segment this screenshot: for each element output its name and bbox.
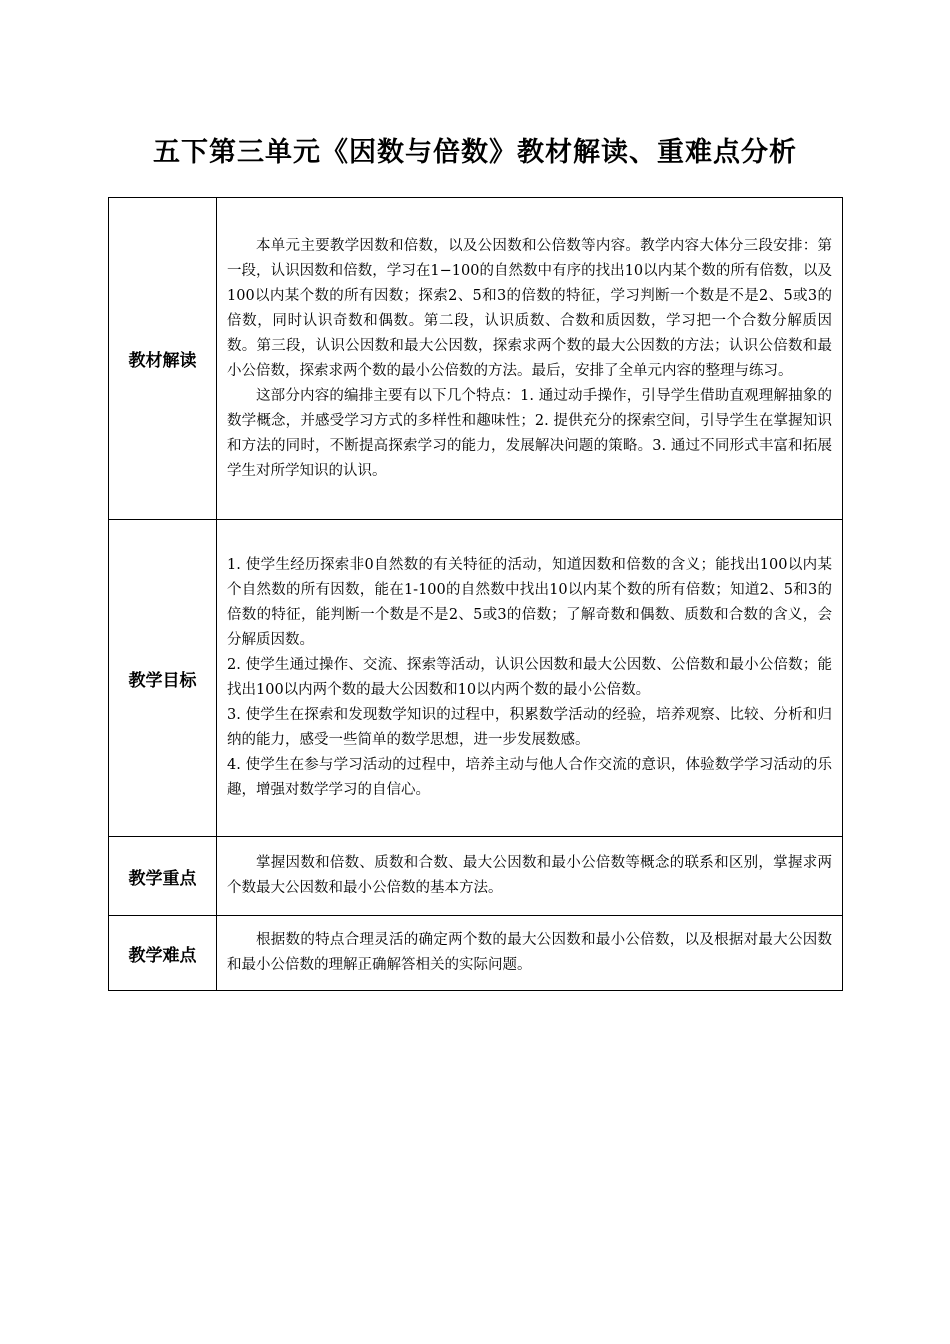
goal-item: 2. 使学生通过操作、交流、探索等活动，认识公因数和最大公因数、公倍数和最小公倍数；能找出100以内两个数的最大公因数和10以内两个数的最小公倍数。 — [227, 657, 832, 698]
row-content-difficulties — [217, 916, 843, 991]
table-row — [109, 520, 843, 837]
paragraph: 掌握因数和倍数、质数和合数、最大公因数和最小公倍数等概念的联系和区别，掌握求两个数最大公因数和最小公倍数的基本方法。 — [227, 855, 832, 896]
table-row — [109, 837, 843, 916]
paragraph: 根据数的特点合理灵活的确定两个数的最大公因数和最小公倍数，以及根据对最大公因数和最小公倍数的理解正确解答相关的实际问题。 — [227, 932, 832, 973]
row-content-textbook-interpretation — [217, 198, 843, 520]
row-content-teaching-goals — [217, 520, 843, 837]
goal-item: 1. 使学生经历探索非0自然数的有关特征的活动，知道因数和倍数的含义；能找出100以内某个自然数的所有因数，能在1-100的自然数中找出10以内某个数的所有倍数；知道2、5和3的倍数的特征，能判断一个数是不是2、5或3的倍数；了解奇数和偶数、质数和合数的含义，会分解质因数。 — [227, 557, 832, 648]
goal-item: 4. 使学生在参与学习活动的过程中，培养主动与他人合作交流的意识，体验数学学习活动的乐趣，增强对数学学习的自信心。 — [227, 757, 832, 798]
row-label-textbook-interpretation: 教材解读 — [109, 198, 217, 520]
row-label-key-points: 教学重点 — [109, 837, 217, 916]
paragraph: 本单元主要教学因数和倍数，以及公因数和公倍数等内容。教学内容大体分三段安排：第一段，认识因数和倍数，学习在1−100的自然数中有序的找出10以内某个数的所有倍数，以及100以内某个数的所有因数；探索2、5和3的倍数的特征，学习判断一个数是不是2、5或3的倍数，同时认识奇数和偶数。第二段，认识质数、合数和质因数，学习把一个合数分解质因数。第三段，认识公因数和最大公因数，探索求两个数的最大公因数的方法；认识公倍数和最小公倍数，探索求两个数的最小公倍数的方法。最后，安排了全单元内容的整理与练习。 — [227, 237, 832, 379]
paragraph: 这部分内容的编排主要有以下几个特点：1. 通过动手操作，引导学生借助直观理解抽象的数学概念，并感受学习方式的多样性和趣味性；2. 提供充分的探索空间，引导学生在掌握知识和方法的同时，不断提高探索学习的能力，发展解决问题的策略。3. 通过不同形式丰富和拓展学生对所学知识的认识。 — [227, 387, 832, 479]
row-label-teaching-goals: 教学目标 — [109, 520, 217, 837]
analysis-table — [108, 197, 843, 991]
table-row — [109, 916, 843, 991]
page-title: 五下第三单元《因数与倍数》教材解读、重难点分析 — [153, 137, 797, 168]
row-label-difficulties: 教学难点 — [109, 916, 217, 991]
goal-item: 3. 使学生在探索和发现数学知识的过程中，积累数学活动的经验，培养观察、比较、分析和归纳的能力，感受一些简单的数学思想，进一步发展数感。 — [227, 707, 832, 748]
table-row — [109, 198, 843, 520]
row-content-key-points — [217, 837, 843, 916]
